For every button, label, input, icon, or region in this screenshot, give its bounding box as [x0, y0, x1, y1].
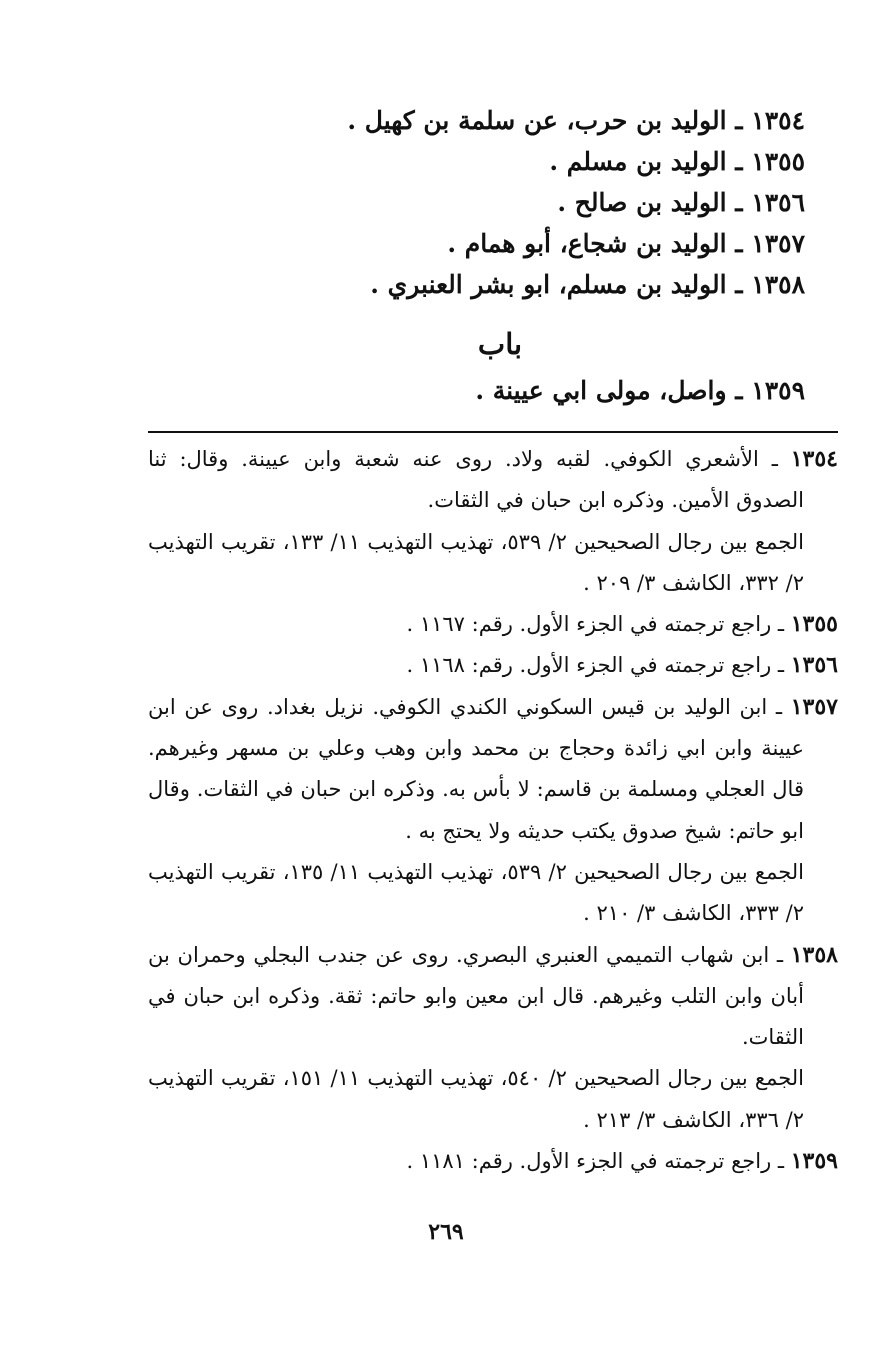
footnote-1357-refs — [148, 852, 838, 935]
footnote-text: ـ الأشعري الكوفي. لقبه ولاد. روى عنه شعبة وابن عيينة. وقال: ثنا الصدوق الأمين. وذكره ابن حبان في الثقات. — [148, 447, 804, 513]
footnote-number: ١٣٥٦ — [790, 652, 838, 679]
entry-1354: ١٣٥٤ ـ الوليد بن حرب، عن سلمة بن كهيل . — [347, 106, 805, 135]
entry-1358: ١٣٥٨ ـ الوليد بن مسلم، ابو بشر العنبري . — [370, 270, 805, 299]
footnote-1359 — [148, 1141, 838, 1182]
footnote-text: ـ ابن الوليد بن قيس السكوني الكندي الكوفي. نزيل بغداد. روى عن ابن عيينة وابن ابي زائدة وحجاج بن محمد وابن وهب وعلي بن مسهر وغيرهم. قال العجلي ومسلمة بن قاسم: لا بأس به. وذكره ابن حبان في الثقات. وقال ابو حاتم: شيخ صدوق يكتب حديثه ولا يحتج به . — [148, 694, 804, 843]
section-title: باب — [477, 327, 523, 361]
footnote-references: الجمع بين رجال الصحيحين ٢/ ٥٣٩، تهذيب التهذيب ١١/ ١٣٥، تقريب التهذيب ٢/ ٣٣٣، الكاشف ٣/ ٢١٠ . — [148, 859, 804, 926]
entry-1359: ١٣٥٩ ـ واصل، مولى ابي عيينة . — [475, 376, 805, 405]
footnote-text: ـ راجع ترجمته في الجزء الأول. رقم: ١١٨١ . — [406, 1149, 785, 1174]
footnote-references: الجمع بين رجال الصحيحين ٢/ ٥٣٩، تهذيب التهذيب ١١/ ١٣٣، تقريب التهذيب ٢/ ٣٣٢، الكاشف ٣/ ٢٠٩ . — [148, 529, 804, 595]
footnote-1354 — [148, 439, 838, 522]
entry-list — [130, 100, 805, 305]
footnote-number: ١٣٥٨ — [790, 941, 838, 968]
footnote-1356 — [148, 645, 838, 686]
footnote-text: ـ ابن شهاب التميمي العنبري البصري. روى عن جندب البجلي وحمران بن أبان وابن التلب وغيرهم. قال ابن معين وابو حاتم: ثقة. وذكره ابن حبان في الثقات. — [148, 942, 804, 1050]
footnote-divider — [148, 431, 838, 433]
footnote-number: ١٣٥٥ — [790, 611, 838, 638]
footnote-1357 — [148, 687, 838, 852]
footnote-text: ـ راجع ترجمته في الجزء الأول. رقم: ١١٦٨ . — [406, 653, 785, 678]
footnote-references: الجمع بين رجال الصحيحين ٢/ ٥٤٠، تهذيب التهذيب ١١/ ١٥١، تقريب التهذيب ٢/ ٣٣٦، الكاشف ٣/ ٢١٣ . — [148, 1066, 804, 1132]
entry-1356: ١٣٥٦ ـ الوليد بن صالح . — [557, 188, 805, 217]
footnote-1358-refs — [148, 1058, 838, 1141]
footnotes — [148, 439, 838, 1182]
footnote-number: ١٣٥٩ — [790, 1148, 838, 1175]
page-number: ٢٦٩ — [428, 1219, 464, 1245]
footnote-number: ١٣٥٧ — [790, 693, 838, 720]
footnote-text: ـ راجع ترجمته في الجزء الأول. رقم: ١١٦٧ . — [406, 612, 785, 637]
entry-1355: ١٣٥٥ ـ الوليد بن مسلم . — [549, 147, 805, 176]
footnote-number: ١٣٥٤ — [790, 446, 838, 472]
footnote-1358 — [148, 935, 838, 1059]
footnote-1355 — [148, 604, 838, 645]
footnote-1354-refs — [148, 522, 838, 605]
entry-1357: ١٣٥٧ ـ الوليد بن شجاع، أبو همام . — [447, 229, 805, 258]
entry-list-after-section — [130, 370, 805, 411]
